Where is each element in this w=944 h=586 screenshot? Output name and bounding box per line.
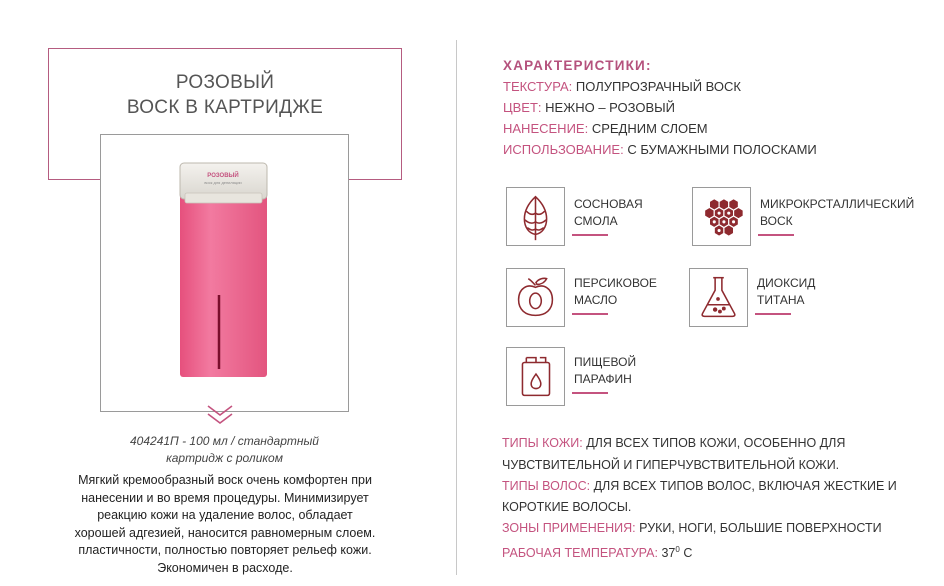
ingredient-underline — [572, 313, 608, 315]
ingredient-label: ПЕРСИКОВОЕ МАСЛО — [574, 276, 657, 307]
title-line-1: РОЗОВЫЙ — [175, 72, 275, 93]
characteristics-title: ХАРАКТЕРИСТИКИ: — [503, 58, 652, 73]
wax-cartridge-image — [101, 135, 350, 413]
detail-label: РАБОЧАЯ ТЕМПЕРАТУРА: — [502, 546, 658, 561]
ingredient-underline — [572, 392, 608, 394]
ingredient-label: ДИОКСИД ТИТАНА — [757, 276, 816, 307]
hair-types-cont: КОРОТКИЕ ВОЛОСЫ. — [502, 500, 632, 514]
description-line: пластичности, полностью повторяет рельеф кожи. — [78, 543, 372, 557]
characteristic-color — [503, 100, 675, 115]
detail-value: ДЛЯ ВСЕХ ТИПОВ ВОЛОС, ВКЛЮЧАЯ ЖЕСТКИЕ И — [593, 479, 897, 493]
skin-types-cont: ЧУВСТВИТЕЛЬНОЙ И ГИПЕРЧУВСТВИТЕЛЬНОЙ КОЖИ. — [502, 458, 840, 472]
product-title — [48, 70, 402, 120]
honeycomb-icon — [692, 187, 751, 246]
canister-icon — [506, 347, 565, 406]
peach-icon — [506, 268, 565, 327]
temperature-degree: 0 — [675, 545, 680, 554]
temperature-value: 37 — [661, 546, 676, 561]
characteristic-label: ТЕКСТУРА: — [503, 79, 573, 94]
characteristic-value: НЕЖНО – РОЗОВЫЙ — [545, 100, 675, 115]
characteristic-value: ПОЛУПРОЗРАЧНЫЙ ВОСК — [575, 79, 741, 94]
cap-label: РОЗОВЫЙ — [207, 173, 239, 179]
ingredient-underline — [572, 234, 608, 236]
description-line: Экономичен в расходе. — [157, 560, 293, 575]
characteristic-texture — [503, 79, 741, 94]
flask-icon — [689, 268, 748, 327]
detail-label: ТИПЫ ВОЛОС: — [502, 479, 591, 493]
characteristic-label: НАНЕСЕНИЕ: — [503, 121, 589, 136]
column-divider — [456, 40, 457, 575]
ingredient-underline — [758, 234, 794, 236]
detail-label: ТИПЫ КОЖИ: — [502, 436, 583, 450]
characteristic-value: СРЕДНИМ СЛОЕМ — [591, 121, 708, 136]
characteristic-value: С БУМАЖНЫМИ ПОЛОСКАМИ — [627, 142, 817, 157]
chevron-down-icon — [205, 404, 235, 426]
description-line: нанесении и во время процедуры. Минимизирует — [81, 490, 369, 505]
cartridge-body — [180, 195, 267, 377]
ingredient-underline — [755, 313, 791, 315]
skin-types — [502, 433, 845, 454]
caption-line-2: картридж с роликом — [166, 451, 283, 465]
detail-value: РУКИ, НОГИ, БОЛЬШИЕ ПОВЕРХНОСТИ — [639, 521, 882, 535]
characteristic-label: ИСПОЛЬЗОВАНИЕ: — [503, 142, 624, 157]
hair-types — [502, 476, 897, 497]
temperature-unit: С — [683, 546, 693, 561]
ingredient-label: СОСНОВАЯ СМОЛА — [574, 197, 643, 228]
detail-value: ДЛЯ ВСЕХ ТИПОВ КОЖИ, ОСОБЕННО ДЛЯ — [586, 436, 846, 450]
product-caption — [100, 433, 349, 467]
product-image-box — [100, 134, 349, 412]
description-line: Мягкий кремообразный воск очень комфортен при — [78, 473, 372, 487]
caption-line-1: 404241П - 100 мл / стандартный — [130, 434, 319, 448]
cap-sublabel: воск для депиляции — [204, 180, 242, 185]
detail-label: ЗОНЫ ПРИМЕНЕНИЯ: — [502, 521, 636, 535]
description-line: реакцию кожи на удаление волос, обладает — [97, 508, 353, 522]
characteristic-usage — [503, 142, 817, 157]
description-line: хорошей адгезией, наносится равномерным слоем. — [74, 525, 376, 540]
title-line-2: ВОСК В КАРТРИДЖЕ — [126, 97, 324, 118]
working-temperature — [502, 539, 692, 564]
ingredient-label: МИКРОКРСТАЛЛИЧЕСКИЙ ВОСК — [760, 197, 915, 228]
characteristic-application — [503, 121, 708, 136]
characteristic-label: ЦВЕТ: — [503, 100, 542, 115]
ingredient-label: ПИЩЕВОЙ ПАРАФИН — [574, 355, 637, 386]
application-zones — [502, 518, 882, 539]
pine-cone-icon — [506, 187, 565, 246]
product-description — [50, 472, 400, 577]
